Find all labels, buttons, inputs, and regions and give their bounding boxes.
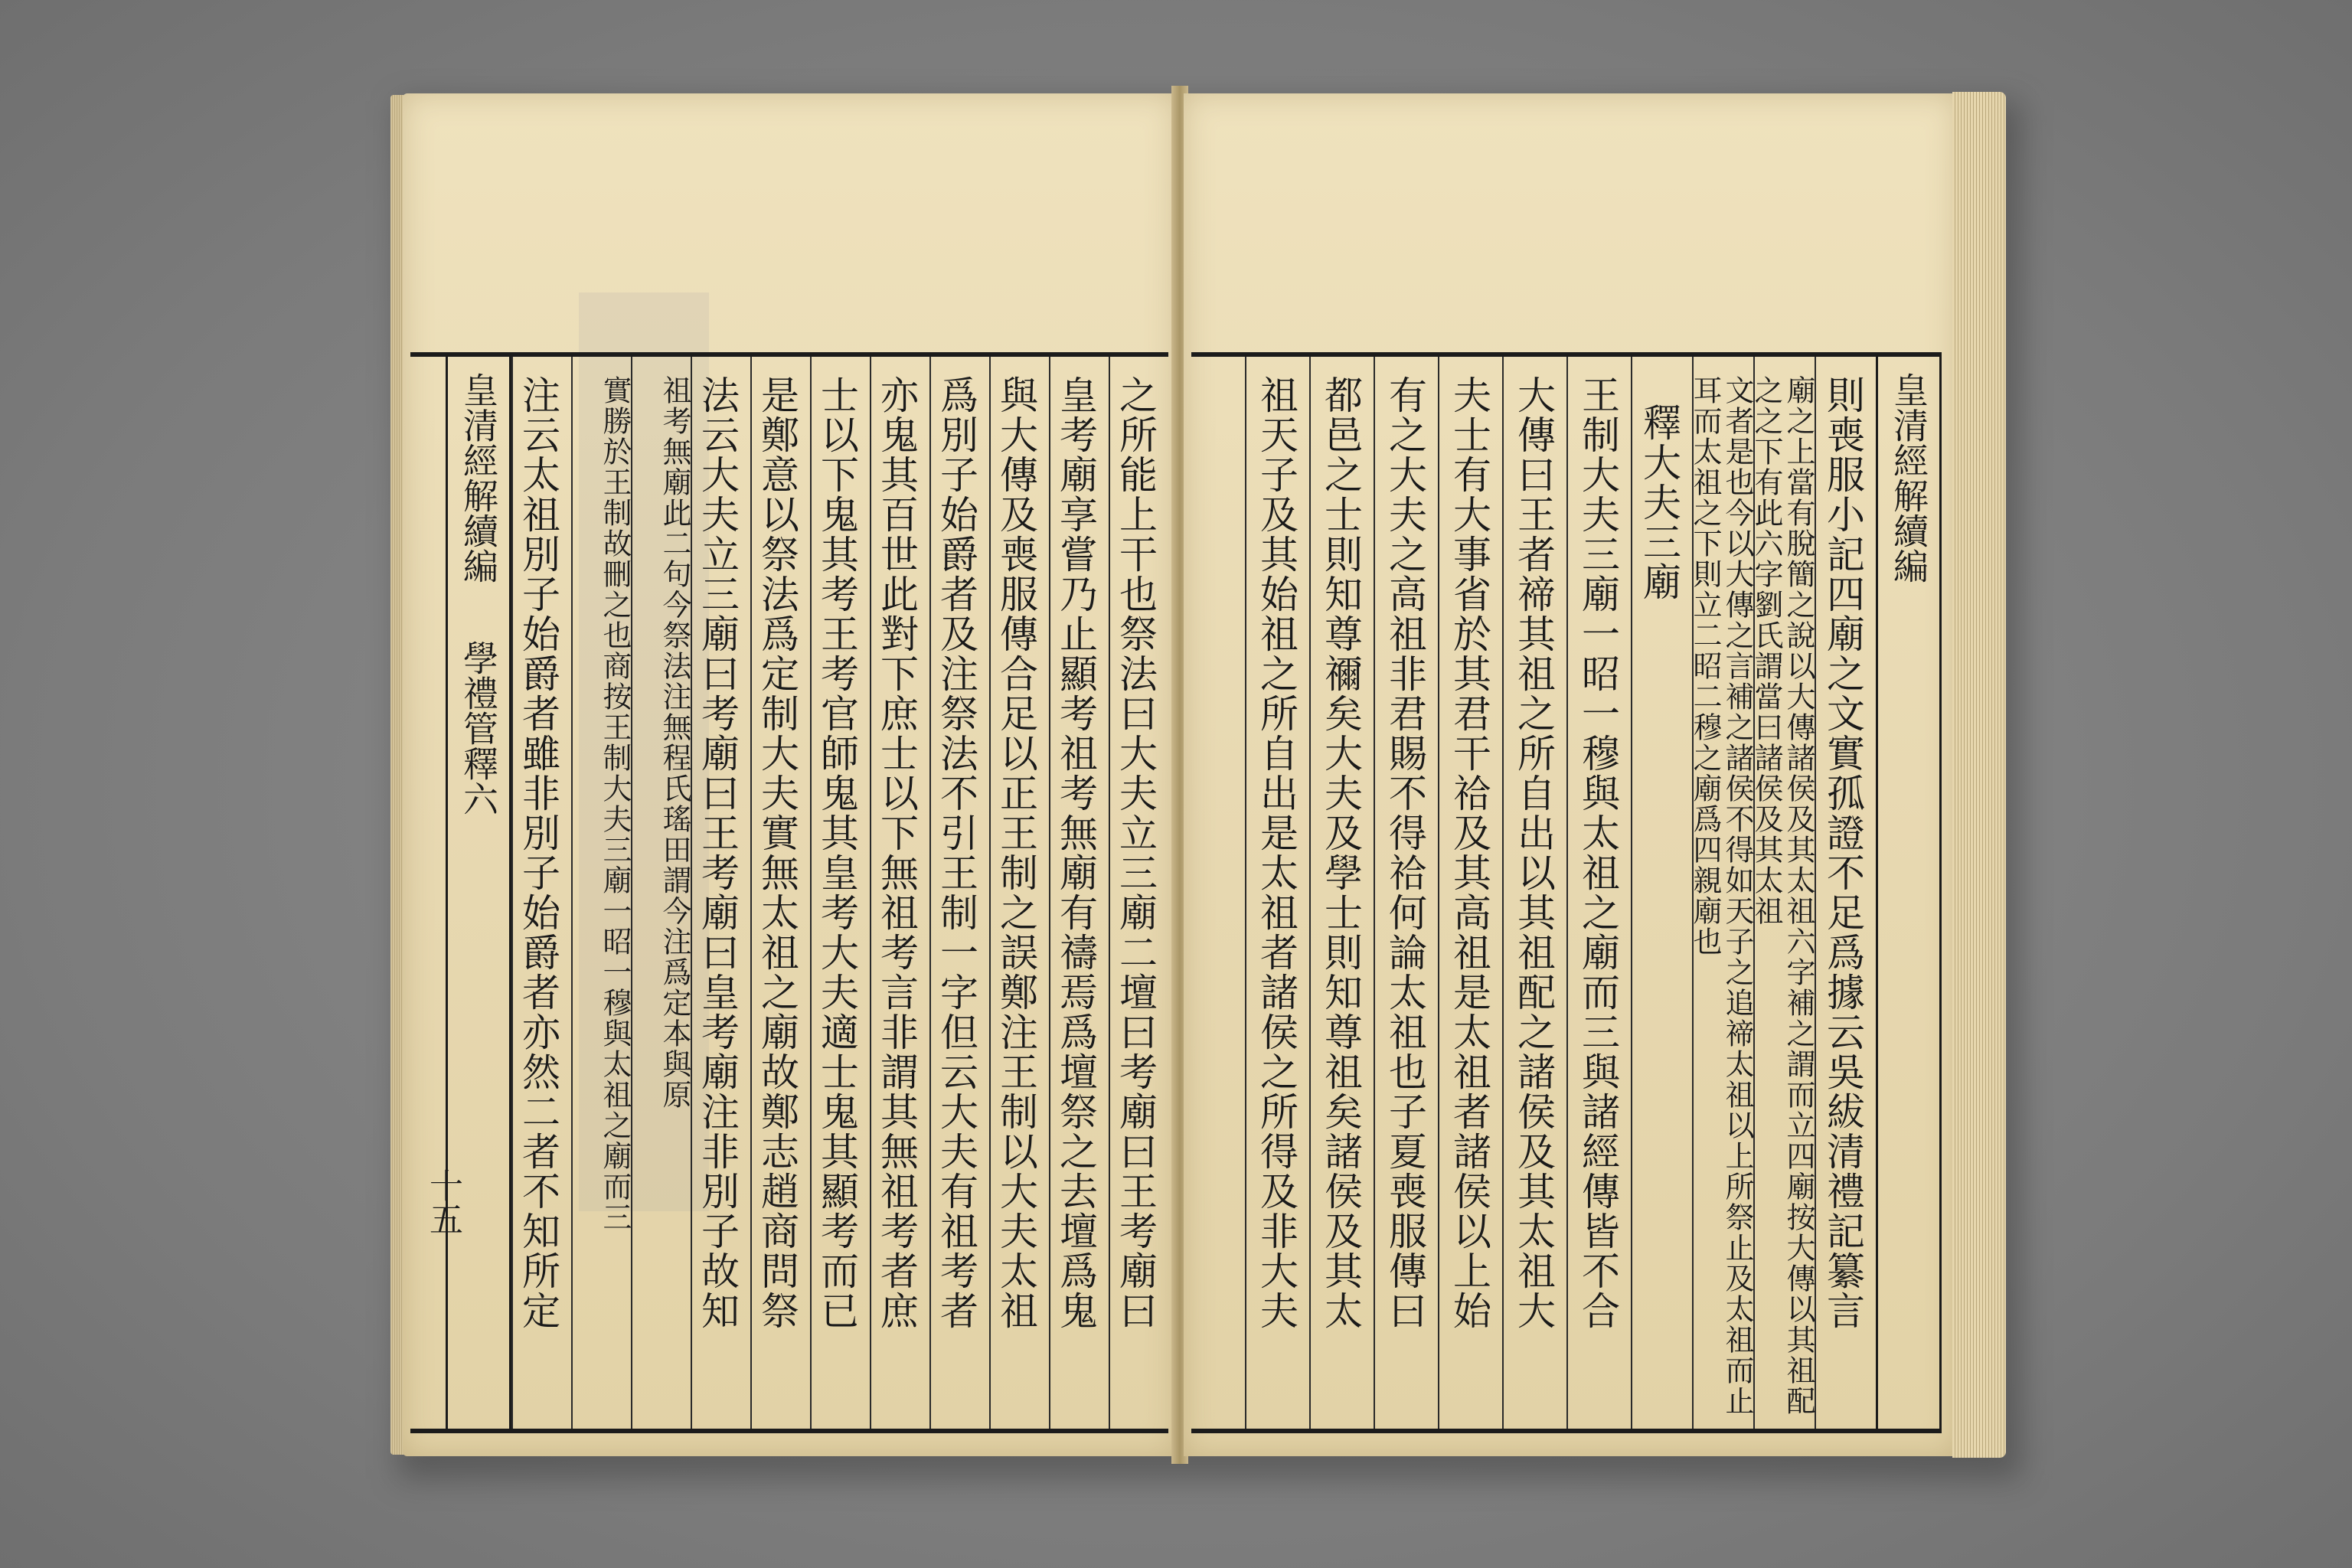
- text-column: 有之大夫之高祖非君賜不得祫何論太祖也子夏喪服傳曰: [1374, 357, 1438, 1429]
- text-column: 亦鬼其百世此對下庶士以下無祖考言非謂其無祖考者庶: [870, 357, 929, 1429]
- book-title: 皇清經解續編: [1888, 372, 1929, 583]
- text-column: 法云大夫立三廟曰考廟曰王考廟曰皇考廟注非別子故知: [691, 357, 750, 1429]
- text-column-small: 實勝於王制故刪之也商按王制大夫三廟一昭一穆與太祖之廟而三: [571, 357, 631, 1429]
- section-heading: 釋大夫三廟: [1631, 357, 1692, 1429]
- left-page: [403, 93, 1176, 1456]
- text-column: 之所能上干也祭法曰大夫立三廟二壇曰考廟曰王考廟曰: [1109, 357, 1168, 1429]
- text-column-small: 祖考無廟此二句今祭法注無程氏瑤田謂今注爲定本與原: [631, 357, 691, 1429]
- chapter-title: 學禮管釋六: [458, 640, 499, 816]
- book-title: 皇清經解續編: [458, 372, 499, 583]
- text-column: 注云太祖別子始爵者雖非別子始爵者亦然二者不知所定: [511, 357, 571, 1429]
- left-margin-title: [446, 357, 511, 1429]
- text-column: 都邑之士則知尊禰矣大夫及學士則知尊祖矣諸侯及其太: [1309, 357, 1374, 1429]
- text-column: 夫士有大事省於其君干祫及其高祖是太祖者諸侯以上始: [1438, 357, 1502, 1429]
- right-columns: [1191, 357, 1942, 1429]
- text-column: 與大傳及喪服傳合足以正王制之誤鄭注王制以大夫太祖: [989, 357, 1049, 1429]
- text-column-small: 文者是也今以大傳之言補之諸侯不得如天子之追禘太祖以上所祭止及太祖而止耳而太祖之下則立二昭二穆之廟爲四親廟也: [1692, 357, 1753, 1429]
- text-column: 大傳曰王者禘其祖之所自出以其祖配之諸侯及其太祖大: [1502, 357, 1566, 1429]
- text-column: 則喪服小記四廟之文實孤證不足爲據云吳紱清禮記纂言: [1815, 357, 1876, 1429]
- text-column: 是鄭意以祭法爲定制大夫實無太祖之廟故鄭志趙商問祭: [750, 357, 810, 1429]
- right-page-edges: [1952, 92, 2006, 1458]
- text-column: 祖天子及其始祖之所自出是太祖者諸侯之所得及非大夫: [1245, 357, 1309, 1429]
- open-book: [390, 86, 2006, 1464]
- text-column: 皇考廟享嘗乃止顯考祖考無廟有禱焉爲壇祭之去壇爲鬼: [1049, 357, 1109, 1429]
- left-columns: [410, 357, 1168, 1429]
- left-text-frame: [410, 352, 1168, 1433]
- text-column-small: 廟之上當有脫簡之說以大傳諸侯及其太祖六字補之謂而立四廟按大傳以其祖配之之下有此六字劉氏謂當曰諸侯及其太祖: [1753, 357, 1815, 1429]
- text-column: 王制大夫三廟一昭一穆與太祖之廟而三與諸經傳皆不合: [1566, 357, 1631, 1429]
- right-margin-title: [1876, 357, 1942, 1429]
- right-text-frame: [1191, 352, 1942, 1433]
- text-column: 爲別子始爵者及注祭法不引王制一字但云大夫有祖考者: [929, 357, 989, 1429]
- text-column: 士以下鬼其考王考官師鬼其皇考大夫適士鬼其顯考而已: [810, 357, 870, 1429]
- right-page: [1184, 93, 1957, 1456]
- page-number: 十五: [423, 1168, 462, 1236]
